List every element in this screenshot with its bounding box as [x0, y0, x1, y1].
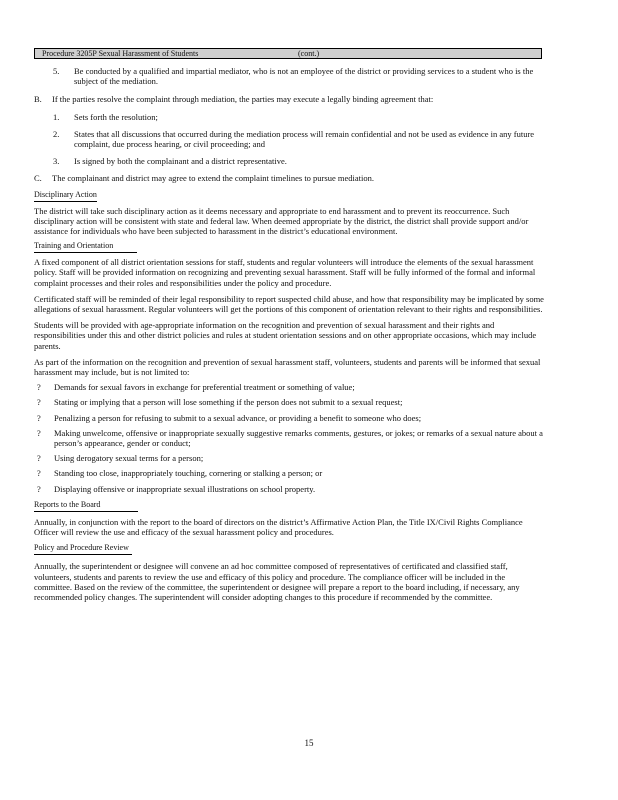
agreement-item-3: [34, 156, 544, 166]
bullet-marker: ?: [37, 382, 41, 393]
item-text: Be conducted by a qualified and impartial mediator, who is not an employee of the district or providing services to a student who is the subject of the mediation.: [74, 66, 534, 87]
bullet-text: Stating or implying that a person will lose something if the person does not submit to a sexual request;: [54, 397, 403, 408]
harassment-example-6: [34, 468, 544, 478]
harassment-example-4: [34, 428, 544, 448]
disciplinary-paragraph: The district will take such disciplinary action as it deems necessary and appropriate to end harassment and to prevent its reoccurrence. Such disciplinary action will be consistent with state and federal law. When deemed appropriate by the district, the district shall provide support and/or assistance for individuals who have been subjected to harassment in the district’s educational environment.: [34, 205, 529, 237]
review-paragraph: Annually, the superintendent or designee will convene an ad hoc committee composed of representatives of certificated and classified staff, volunteers, students and parents to review the use and efficacy of this policy and procedure. The compliance officer will be included in the committee. Based on the review of the committee, the superintendent or designee will prepare a report to the board including, if necessary, any recommended policy changes. The superintendent will consider adopting changes to this procedure if recommended by the committee.: [34, 561, 520, 602]
bullet-marker: ?: [37, 397, 41, 408]
continued-label: (cont.): [298, 49, 320, 58]
item-number: 2.: [53, 128, 60, 139]
item-text: Sets forth the resolution;: [74, 111, 158, 122]
harassment-example-5: [34, 453, 544, 463]
procedure-header: [34, 48, 542, 59]
item-number: 3.: [53, 156, 60, 167]
page-number: 15: [304, 738, 314, 748]
section-text: The complainant and district may agree to extend the complaint timelines to pursue mediation.: [52, 173, 374, 184]
training-paragraph-1: A fixed component of all district orientation sessions for staff, students and regular volunteers will introduce the elements of the sexual harassment policy. Staff will be provided information on recognizing and preventing sexual harassment. Staff will be fully informed of the formal and informal complaint processes and their roles and responsibilities under the policy and procedure.: [34, 257, 536, 288]
item-text: Is signed by both the complainant and a district representative.: [74, 156, 287, 167]
training-heading: Training and Orientation: [34, 241, 137, 253]
bullet-text: Making unwelcome, offensive or inappropriate sexually suggestive remarks comments, gestures, or jokes; or remarks of a sexual nature about a person’s appearance, gender or conduct;: [54, 427, 543, 449]
document-body: [34, 66, 544, 602]
reports-paragraph: Annually, in conjunction with the report to the board of directors on the district’s Affirmative Action Plan, the Title IX/Civil Rights Compliance Officer will review the use and efficacy of the sexual harassment policy and procedures.: [34, 516, 523, 538]
harassment-example-1: [34, 382, 544, 392]
mediation-item-5: [34, 66, 544, 86]
section-letter: B.: [34, 94, 42, 105]
item-text: States that all discussions that occurred during the mediation process will remain confidential and not be used as evidence in any future complaint, due process hearing, or civil proceeding; and: [74, 128, 535, 150]
harassment-example-2: [34, 397, 544, 407]
training-paragraph-2: Certificated staff will be reminded of their legal responsibility to report suspected child abuse, and how that responsibility may be implicated by some allegations of sexual harassment. Regular volunteers will get the portions of this component of orientation relevant to their rights and responsibilities.: [34, 293, 544, 315]
bullet-marker: ?: [37, 468, 41, 479]
mediation-section-c: [34, 173, 544, 183]
bullet-text: Standing too close, inappropriately touching, cornering or stalking a person; or: [54, 468, 323, 479]
bullet-text: Using derogatory sexual terms for a person;: [54, 453, 204, 464]
bullet-marker: ?: [37, 483, 41, 494]
procedure-title: Procedure 3205P Sexual Harassment of Students: [42, 49, 199, 58]
training-paragraph-3: Students will be provided with age-appropriate information on the recognition and prevention of sexual harassment and their rights and responsibilities under this and other district policies and rules at student orientation sessions and on other appropriate occasions, which may include parents.: [34, 320, 537, 351]
bullet-marker: ?: [37, 427, 41, 438]
agreement-item-1: [34, 112, 544, 122]
agreement-item-2: [34, 129, 544, 149]
reports-heading: Reports to the Board: [34, 500, 138, 512]
bullet-marker: ?: [37, 453, 41, 464]
bullet-text: Penalizing a person for refusing to submit to a sexual advance, or providing a benefit to someone who does;: [54, 412, 422, 423]
section-text: If the parties resolve the complaint through mediation, the parties may execute a legally binding agreement that:: [52, 94, 434, 105]
training-paragraph-4: As part of the information on the recognition and prevention of sexual harassment staff, volunteers, students and parents will be informed that sexual harassment may include, but is not limited to:: [34, 356, 541, 378]
item-number: 1.: [53, 111, 60, 122]
bullet-marker: ?: [37, 412, 41, 423]
item-number: 5.: [53, 66, 60, 76]
section-letter: C.: [34, 173, 42, 184]
bullet-text: Demands for sexual favors in exchange for preferential treatment or something of value;: [54, 382, 355, 393]
review-heading: Policy and Procedure Review: [34, 543, 132, 555]
mediation-section-b: [34, 94, 544, 104]
disciplinary-heading: Disciplinary Action: [34, 190, 97, 202]
harassment-example-7: [34, 484, 544, 494]
bullet-text: Displaying offensive or inappropriate sexual illustrations on school property.: [54, 483, 316, 494]
harassment-example-3: [34, 413, 544, 423]
